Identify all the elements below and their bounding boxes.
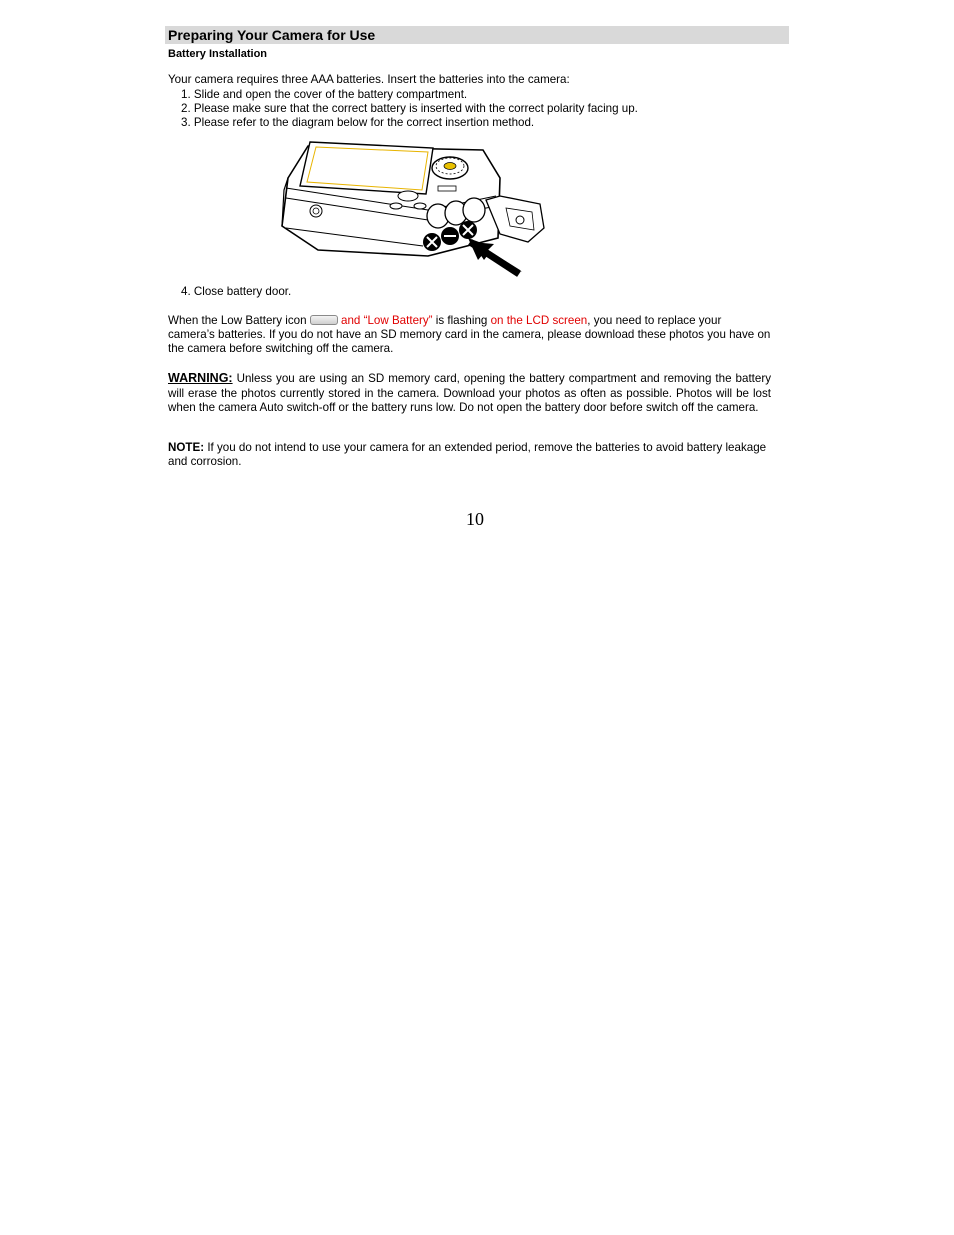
note-text: If you do not intend to use your camera for an extended period, remove the batteries to avoid battery leakage and corrosion. — [168, 441, 767, 468]
warning-paragraph — [168, 371, 771, 416]
low-battery-text-5: , you need to replace your camera’s batteries. If you do not have an SD memory card in the camera, please download these photos you have on the camera before switching off the camera. — [168, 314, 771, 355]
low-battery-text-4: on the LCD screen — [490, 314, 588, 327]
section-title: Preparing Your Camera for Use — [168, 27, 376, 43]
intro-text: Your camera requires three AAA batteries. Insert the batteries into the camera: — [168, 73, 570, 86]
sub-title: Battery Installation — [168, 48, 268, 60]
note-label: NOTE: — [168, 441, 205, 454]
low-battery-paragraph — [168, 314, 771, 356]
camera-battery-diagram — [278, 138, 548, 280]
page-number: 10 — [466, 509, 484, 529]
note-paragraph — [168, 441, 771, 469]
low-battery-icon — [310, 315, 338, 325]
step-1: 1. Slide and open the cover of the battery compartment. — [181, 88, 468, 101]
warning-text: Unless you are using an SD memory card, opening the battery compartment and removing the battery will erase the photos currently stored in the camera. Download your photos as often as possible. Photos will be lost when the camera Auto switch-off or the battery runs low. Do not open the battery door before switch off the camera. — [168, 372, 771, 415]
warning-label: WARNING: — [168, 371, 233, 385]
low-battery-text-2: and “Low Battery” — [341, 314, 433, 327]
step-3: 3. Please refer to the diagram below for the correct insertion method. — [181, 116, 535, 129]
low-battery-text-3: is flashing — [435, 314, 488, 327]
low-battery-text-1: When the Low Battery icon — [168, 314, 307, 327]
step-2: 2. Please make sure that the correct battery is inserted with the correct polarity facing up. — [181, 102, 638, 115]
step-4: 4. Close battery door. — [181, 285, 292, 298]
